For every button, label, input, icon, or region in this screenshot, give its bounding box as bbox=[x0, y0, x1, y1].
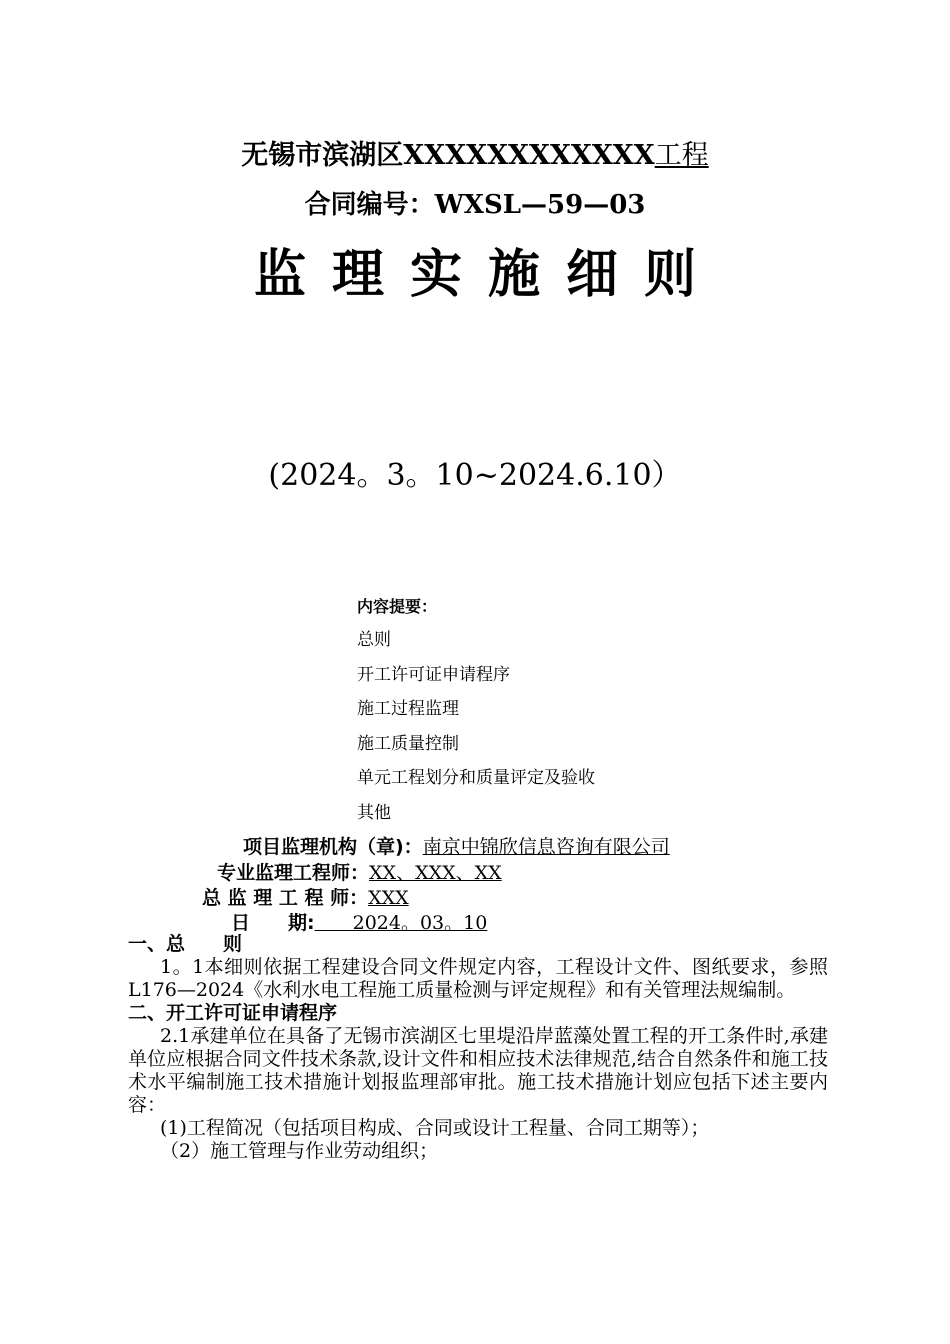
paragraph: 1。1本细则依据工程建设合同文件规定内容，工程设计文件、图纸要求，参照L176—2024《水利水电工程施工质量检测与评定规程》和有关管理法规编制。 bbox=[128, 956, 828, 1001]
chief-value: XXX bbox=[368, 887, 409, 909]
project-title-underlined: 工程 bbox=[654, 140, 709, 171]
contract-number: 合同编号：WXSL—59—03 bbox=[304, 190, 646, 220]
chief-label: 总 监 理 工 程 师： bbox=[202, 887, 369, 909]
signature-date bbox=[231, 908, 487, 935]
toc-item: 单元工程划分和质量评定及验收 bbox=[357, 768, 595, 788]
toc-item: 总则 bbox=[357, 630, 391, 650]
signature-engineer bbox=[217, 858, 502, 885]
toc-heading: 内容提要： bbox=[357, 597, 438, 616]
toc-item: 施工过程监理 bbox=[357, 699, 459, 719]
org-label: 项目监理机构（章)： bbox=[243, 836, 423, 858]
project-title bbox=[0, 133, 950, 172]
signature-chief bbox=[202, 883, 409, 910]
section-heading: 一、总 则 bbox=[128, 933, 243, 955]
date-period: (2024。3。10~2024.6.10） bbox=[268, 458, 682, 493]
section-heading: 二、开工许可证申请程序 bbox=[128, 1002, 338, 1024]
paragraph: 2.1承建单位在具备了无锡市滨湖区七里堤沿岸蓝藻处置工程的开工条件时,承建单位应根据合同文件技术条款,设计文件和相应技术法律规范,结合自然条件和施工技术水平编制施工技术措施计划报监理部审批。施工技术措施计划应包括下述主要内容： bbox=[128, 1025, 828, 1116]
list-item: （2）施工管理与作业劳动组织； bbox=[160, 1140, 439, 1162]
toc-item: 施工质量控制 bbox=[357, 733, 459, 754]
signature-org bbox=[243, 832, 670, 859]
project-title-main: 无锡市滨湖区XXXXXXXXXXXX bbox=[241, 140, 655, 171]
engineer-value: XX、XXX、XX bbox=[369, 862, 502, 884]
list-item: (1)工程简况（包括项目构成、合同或设计工程量、合同工期等）； bbox=[160, 1117, 710, 1139]
document-title: 监理实施细则 bbox=[253, 245, 722, 305]
date-label: 日 期: bbox=[231, 912, 315, 934]
document-body bbox=[128, 933, 828, 1163]
toc-item: 开工许可证申请程序 bbox=[357, 664, 510, 685]
date-value: 2024。03。10 bbox=[314, 912, 488, 934]
org-value: 南京中锦欣信息咨询有限公司 bbox=[422, 836, 670, 858]
table-of-contents bbox=[357, 594, 595, 837]
engineer-label: 专业监理工程师： bbox=[217, 862, 370, 884]
toc-item: 其他 bbox=[357, 802, 391, 823]
